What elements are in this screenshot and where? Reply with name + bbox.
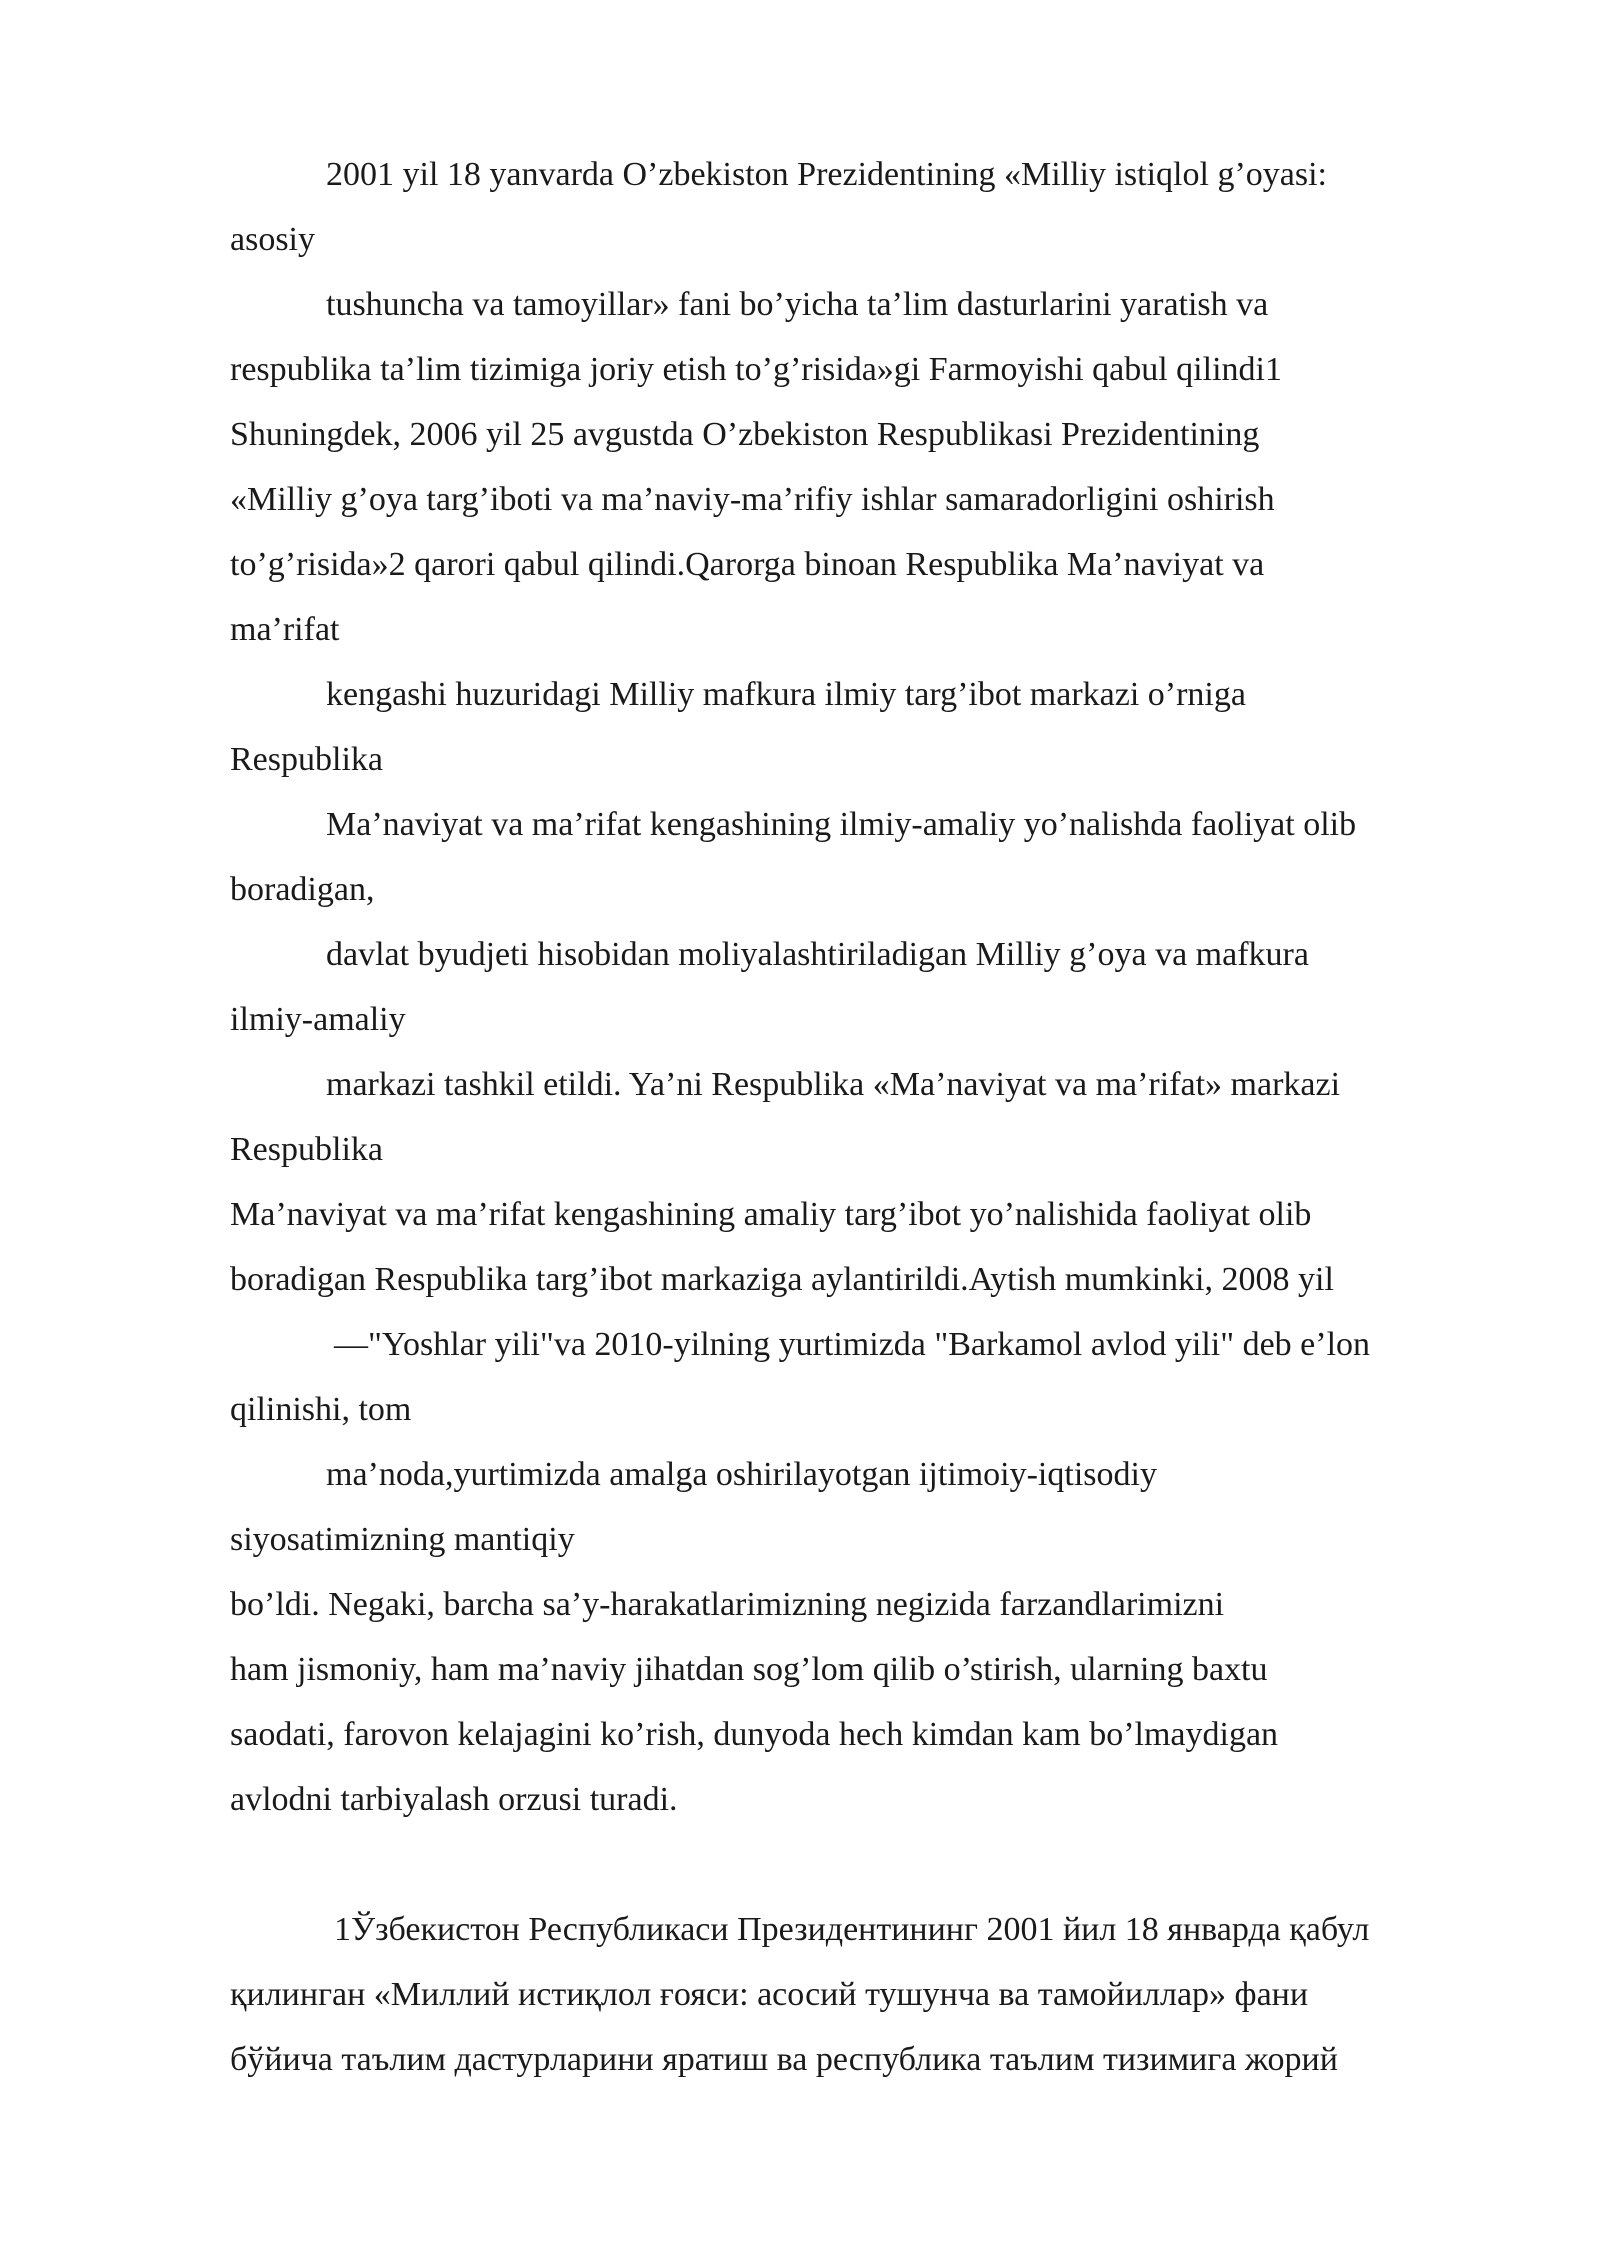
footnote-line: 1Ўзбекистон Республикаси Президентининг 2001 йил 18 январда қабул (334, 1911, 1370, 1948)
footnote-line: бўйича таълим дастурларини яратиш ва республика таълим тизимига жорий (230, 2041, 1338, 2078)
body-line: tushuncha va tamoyillar» fani bo’yicha ta’lim dasturlarini yaratish va (326, 286, 1269, 323)
body-line: boradigan Respublika targ’ibot markaziga aylantirildi.Aytish mumkinki, 2008 yil (230, 1261, 1334, 1298)
body-line: Respublika (230, 741, 383, 778)
body-line: avlodni tarbiyalash orzusi turadi. (230, 1781, 678, 1818)
body-line: Shuningdek, 2006 yil 25 avgustda O’zbekiston Respublikasi Prezidentining (230, 416, 1260, 453)
body-line: ham jismoniy, ham ma’naviy jihatdan sog’lom qilib o’stirish, ularning baxtu (230, 1651, 1268, 1688)
body-line: boradigan, (230, 871, 375, 908)
body-line: to’g’risida»2 qarori qabul qilindi.Qarorga binoan Respublika Ma’naviyat va (230, 546, 1265, 583)
body-line: markazi tashkil etildi. Ya’ni Respublika «Ma’naviyat va ma’rifat» markazi (326, 1066, 1341, 1103)
body-line: Respublika (230, 1131, 383, 1168)
body-line: saodati, farovon kelajagini ko’rish, dunyoda hech kimdan kam bo’lmaydigan (230, 1716, 1279, 1753)
body-line: asosiy (230, 221, 315, 258)
body-line: davlat byudjeti hisobidan moliyalashtiriladigan Milliy g’oya va mafkura (326, 936, 1309, 973)
body-line: 2001 yil 18 yanvarda O’zbekiston Prezidentining «Milliy istiqlol g’oyasi: (326, 156, 1327, 193)
body-line: —"Yoshlar yili"va 2010-yilning yurtimizda "Barkamol avlod yili" deb e’lon (334, 1326, 1371, 1363)
body-line: respublika ta’lim tizimiga joriy etish to’g’risida»gi Farmoyishi qabul qilindi1 (230, 351, 1282, 388)
body-line: ma’noda,yurtimizda amalga oshirilayotgan ijtimoiy-iqtisodiy (326, 1456, 1157, 1493)
body-line: kengashi huzuridagi Milliy mafkura ilmiy targ’ibot markazi o’rniga (326, 676, 1246, 713)
body-line: Ma’naviyat va ma’rifat kengashining ilmiy-amaliy yo’nalishda faoliyat olib (326, 806, 1357, 843)
body-line: ma’rifat (230, 611, 340, 648)
body-line: bo’ldi. Negaki, barcha sa’y-harakatlarimizning negizida farzandlarimizni (230, 1586, 1225, 1623)
footnote-line: қилинган «Миллий истиқлол ғояси: асосий тушунча ва тамойиллар» фани (230, 1976, 1309, 2013)
body-line: siyosatimizning mantiqiy (230, 1521, 575, 1558)
body-line: ilmiy-amaliy (230, 1001, 406, 1038)
body-line: «Milliy g’oya targ’iboti va ma’naviy-ma’rifiy ishlar samaradorligini oshirish (230, 481, 1275, 518)
body-line: Ma’naviyat va ma’rifat kengashining amaliy targ’ibot yo’nalishida faoliyat olib (230, 1196, 1312, 1233)
body-line: qilinishi, tom (230, 1391, 412, 1428)
